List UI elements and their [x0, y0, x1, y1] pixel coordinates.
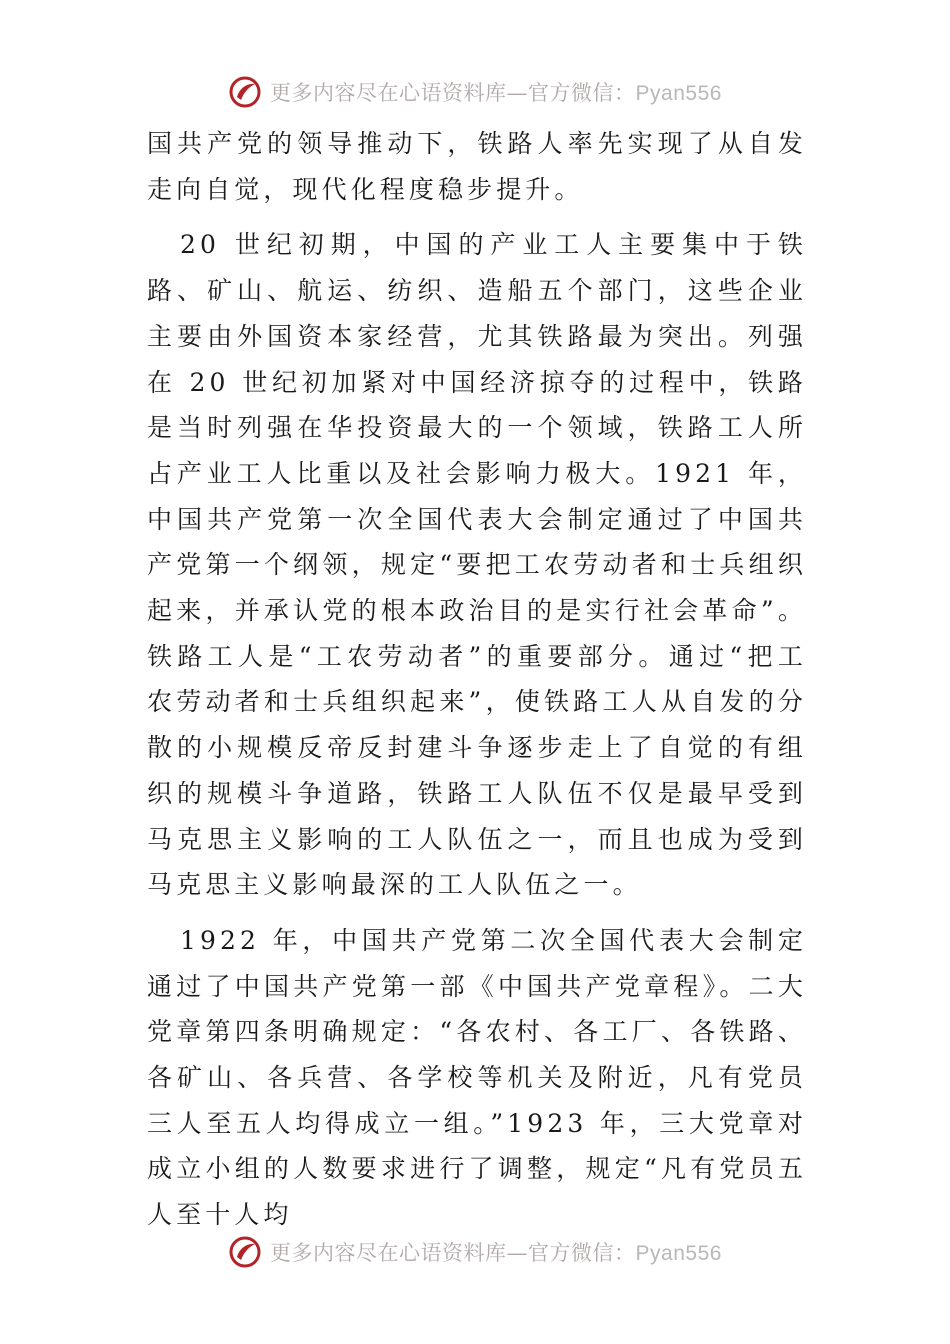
document-body — [147, 121, 807, 1238]
footer-watermark-text — [270, 1237, 722, 1267]
header-watermark-wechat-id: Pyan556 — [635, 82, 722, 105]
paragraph-3: 1922 年，中国共产党第二次全国代表大会制定通过了中国共产党第一部《中国共产党章程》。二大党章第四条明确规定：“各农村、各工厂、各铁路、各矿山、各兵营、各学校等机关及附近，凡有党员三人至五人均得成立一组。”1923 年，三大党章对成立小组的人数要求进行了调整，规定“凡有党员五人至十人均 — [147, 925, 807, 1230]
footer-watermark — [0, 1232, 950, 1272]
footer-watermark-wechat-id: Pyan556 — [635, 1242, 722, 1265]
brand-logo-icon — [228, 75, 262, 109]
header-watermark-cn: 更多内容尽在心语资料库—官方微信： — [270, 81, 636, 105]
header-watermark-text — [270, 77, 722, 107]
paragraph-2: 20 世纪初期，中国的产业工人主要集中于铁路、矿山、航运、纺织、造船五个部门，这些企业主要由外国资本家经营，尤其铁路最为突出。列强在 20 世纪初加紧对中国经济掠夺的过程中，铁路是当时列强在华投资最大的一个领域，铁路工人所占产业工人比重以及社会影响力极大。1921 年，中国共产党第一次全国代表大会制定通过了中国共产党第一个纲领，规定“要把工农劳动者和士兵组织起来，并承认党的根本政治目的是实行社会革命”。铁路工人是“工农劳动者”的重要部分。通过“把工农劳动者和士兵组织起来”，使铁路工人从自发的分散的小规模反帝反封建斗争逐步走上了自觉的有组织的规模斗争道路，铁路工人队伍不仅是最早受到马克思主义影响的工人队伍之一，而且也成为受到马克思主义影响最深的工人队伍之一。 — [147, 230, 807, 900]
paragraph-1: 国共产党的领导推动下，铁路人率先实现了从自发走向自觉，现代化程度稳步提升。 — [147, 129, 807, 204]
footer-watermark-cn: 更多内容尽在心语资料库—官方微信： — [270, 1241, 636, 1265]
header-watermark — [0, 72, 950, 112]
brand-logo-icon — [228, 1235, 262, 1269]
